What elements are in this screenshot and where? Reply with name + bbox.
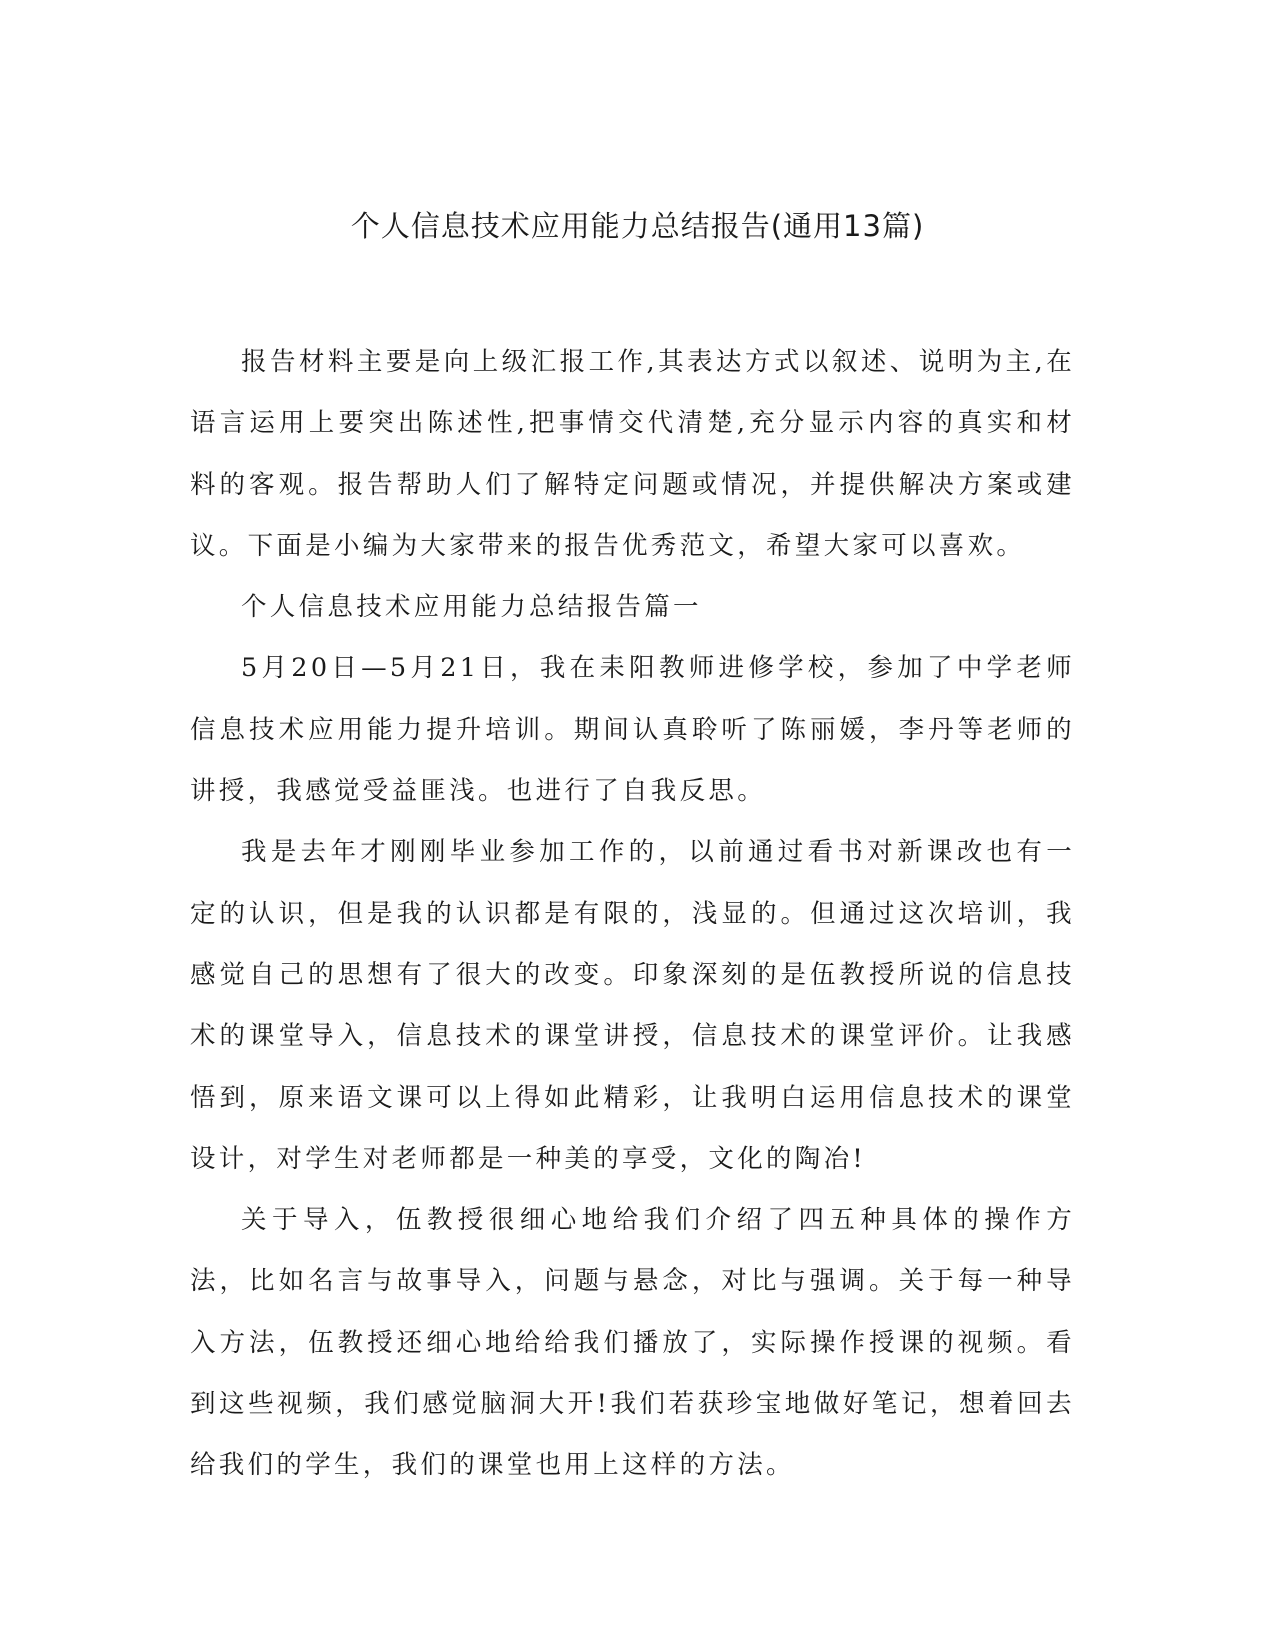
section-heading: 个人信息技术应用能力总结报告篇一 (241, 592, 702, 623)
paragraph-reflection: 我是去年才刚刚毕业参加工作的，以前通过看书对新课改也有一定的认识，但是我的认识都是有限的，浅显的。但通过这次培训，我感觉自己的思想有了很大的改变。印象深刻的是伍教授所说的信息技术的课堂导入，信息技术的课堂讲授，信息技术的课堂评价。让我感悟到，原来语文课可以上得如此精彩，让我明白运用信息技术的课堂设计，对学生对老师都是一种美的享受，文化的陶冶! (190, 837, 1075, 1174)
paragraph-introduction-methods: 关于导入，伍教授很细心地给我们介绍了四五种具体的操作方法，比如名言与故事导入，问题与悬念，对比与强调。关于每一种导入方法，伍教授还细心地给给我们播放了，实际操作授课的视频。看到这些视频，我们感觉脑洞大开!我们若获珍宝地做好笔记，想着回去给我们的学生，我们的课堂也用上这样的方法。 (190, 1205, 1075, 1481)
paragraph-intro: 报告材料主要是向上级汇报工作,其表达方式以叙述、说明为主,在语言运用上要突出陈述性,把事情交代清楚,充分显示内容的真实和材料的客观。报告帮助人们了解特定问题或情况，并提供解决方案或建议。下面是小编为大家带来的报告优秀范文，希望大家可以喜欢。 (190, 347, 1075, 561)
document-title: 个人信息技术应用能力总结报告(通用13篇) (350, 209, 925, 243)
document-body (190, 332, 1075, 1497)
paragraph-training: 5月20日—5月21日，我在耒阳教师进修学校，参加了中学老师信息技术应用能力提升培训。期间认真聆听了陈丽媛，李丹等老师的讲授，我感觉受益匪浅。也进行了自我反思。 (190, 653, 1075, 807)
